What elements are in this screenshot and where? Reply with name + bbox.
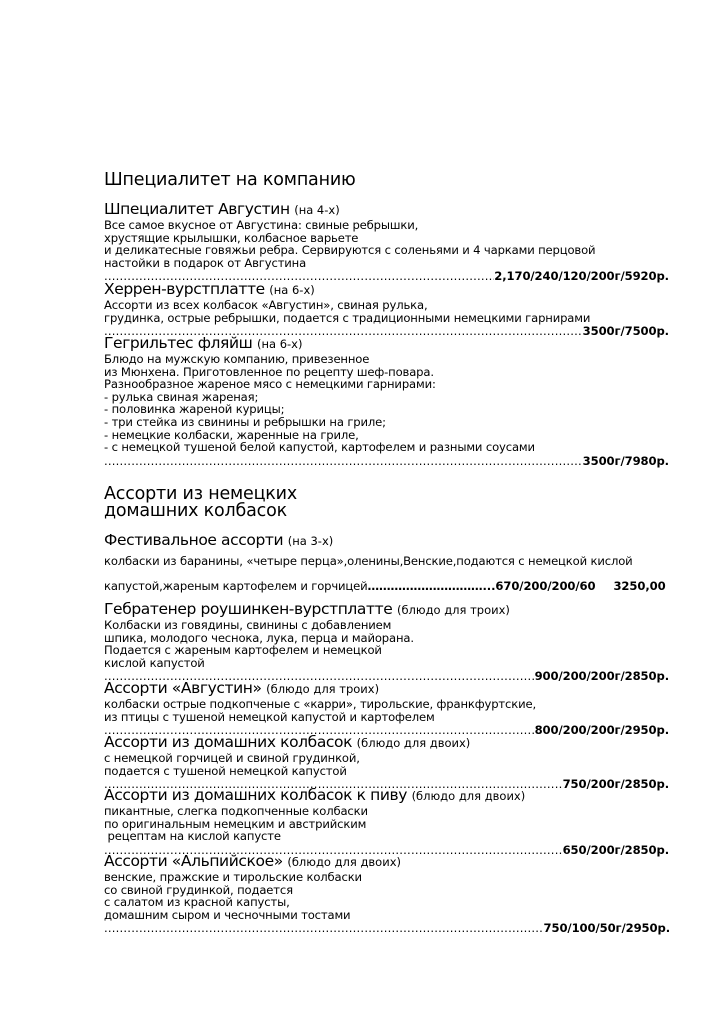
item-description-price-line [104, 580, 669, 593]
item-weights: 670/200/200/60 [495, 578, 596, 593]
item-description-line: настойки в подарок от Августина [104, 255, 307, 270]
item-price-row [104, 454, 669, 468]
item-price: 3500г/7980р. [582, 453, 669, 468]
item-name-row [104, 281, 669, 299]
item-description-line: Блюдо на мужскую компанию, привезенное [104, 352, 370, 366]
item-price: 3500г/7500р. [582, 324, 669, 339]
menu-item-herren-wurstplatte [104, 281, 669, 338]
dot-leader: …………………………... [367, 578, 496, 593]
item-name: Ассорти «Альпийское» [104, 852, 283, 870]
item-name-row [104, 532, 669, 550]
item-price-row [104, 921, 670, 935]
item-description-line: колбаски из баранины, «четыре перца»,оленины,Венские,подаются с немецкой кислой [104, 554, 633, 568]
item-description-line: Ассорти из всех колбасок «Августин», свиная рулька, [104, 298, 428, 312]
item-serving-note: (блюдо для троих) [266, 682, 380, 696]
item-description-line: - три стейка из свинины и ребрышки на гриле; [104, 414, 386, 429]
item-name: Гегрильтес фляйш [104, 334, 253, 352]
menu-item-gebratener-rohschinken [104, 601, 669, 683]
item-description-line: шпика, молодого чеснока, лука, перца и майорана. [104, 630, 414, 645]
item-description-line: колбаски острые подкопченые с «карри», тирольские, франкфуртские, [104, 697, 537, 711]
item-description-line: Разнообразное жареное мясо с немецкими гарнирами: [104, 377, 436, 392]
item-name-row [104, 853, 669, 871]
item-description-line: кислой капустой [104, 655, 205, 670]
item-name: Ассорти «Августин» [104, 679, 262, 697]
item-description-line: из Мюнхена. Приготовленное по рецепту шеф-повара. [104, 364, 434, 379]
item-description-line: с немецкой горчицей и свиной грудинкой, [104, 751, 360, 765]
item-description-line: грудинка, острые ребрышки, подается с традиционными немецкими гарнирами [104, 310, 591, 325]
item-description-line: с салатом из красной капусты, [104, 895, 290, 910]
item-name-row [104, 734, 669, 752]
item-description-line: домашним сыром и чесночными тостами [104, 907, 351, 922]
section-title-line: Ассорти из немецких [104, 484, 297, 504]
section-title-sausages [104, 486, 297, 520]
section-title-line: домашних колбасок [104, 501, 287, 521]
item-serving-note: (блюдо для троих) [396, 603, 510, 617]
item-description-line: венские, пражские и тирольские колбаски [104, 870, 362, 884]
item-name: Шпециалитет Августин [104, 200, 290, 218]
item-description-line: и деликатесные говяжьи ребра. Сервируются с соленьями и 4 чарками перцовой [104, 243, 596, 258]
item-serving-note: (на 6-х) [256, 337, 303, 351]
item-price: 900/200/200г/2850р. [534, 669, 669, 684]
item-price: 650/200г/2850р. [562, 842, 669, 857]
menu-item-assorti-augustin [104, 680, 669, 737]
item-description-line: по оригинальным немецким и австрийским [104, 816, 367, 831]
item-description-line: - немецкие колбаски, жаренные на гриле, [104, 427, 359, 442]
item-description-line: Колбаски из говядины, свинины с добавлением [104, 618, 392, 632]
item-description-line: рецептам на кислой капусте [104, 829, 281, 844]
item-name: Ассорти из домашних колбасок [104, 733, 353, 751]
item-description-line: Подается с жареным картофелем и немецкой [104, 643, 382, 658]
item-description-line: - рулька свиная жареная; [104, 389, 259, 404]
item-name-row [104, 201, 669, 219]
item-name-row [104, 601, 669, 619]
item-serving-note: (блюдо для двоих) [411, 789, 526, 803]
item-serving-note: (на 3-х) [287, 534, 334, 548]
item-price: 750/100/50г/2950р. [543, 921, 670, 936]
item-description-line: - с немецкой тушеной белой капустой, картофелем и разными соусами [104, 440, 535, 455]
item-serving-note: (на 4-х) [294, 203, 340, 217]
item-description-line: подается с тушеной немецкой капустой [104, 763, 347, 778]
menu-item-gegrilltes-fleisch [104, 335, 669, 468]
item-description-line: Все самое вкусное от Августина: свиные ребрышки, [104, 218, 419, 232]
item-name-row [104, 787, 669, 805]
item-serving-note: (блюдо для двоих) [287, 855, 401, 869]
dot-leader [104, 454, 583, 468]
item-name: Фестивальное ассорти [104, 531, 284, 549]
item-serving-note: (блюдо для двоих) [356, 736, 471, 750]
menu-item-spezialitaet-augustin [104, 201, 669, 283]
item-name-row [104, 680, 669, 698]
dot-leader [104, 921, 544, 935]
item-name: Гебратенер роушинкен-вурстплатте [104, 600, 393, 618]
item-price: 2,170/240/120/200г/5920р. [494, 269, 669, 284]
item-serving-note: (на 6-х) [269, 283, 315, 297]
menu-item-assorti-home-sausages [104, 734, 669, 791]
item-description-line: из птицы с тушеной немецкой капустой и картофелем [104, 709, 435, 724]
item-description-line: - половинка жареной курицы; [104, 402, 285, 417]
menu-item-assorti-beer-sausages [104, 787, 669, 857]
menu-item-festival-assorti [104, 532, 669, 592]
item-price: 3250,00 [613, 578, 666, 593]
item-price: 750/200г/2850р. [562, 777, 669, 792]
item-description-line: хрустящие крылышки, колбасное варьете [104, 230, 359, 245]
item-name-row [104, 335, 669, 353]
item-name: Ассорти из домашних колбасок к пиву [104, 786, 408, 804]
menu-item-assorti-alpine [104, 853, 669, 935]
item-name: Херрен-вурстплатте [104, 280, 265, 298]
item-description-line: со свиной грудинкой, подается [104, 882, 293, 897]
item-price: 800/200/200г/2950р. [534, 723, 669, 738]
item-description-text: капустой,жареным картофелем и горчицей [104, 578, 368, 593]
section-title-company: Шпециалитет на компанию [104, 170, 356, 190]
item-description-line: пикантные, слегка подкопченные колбаски [104, 804, 368, 818]
